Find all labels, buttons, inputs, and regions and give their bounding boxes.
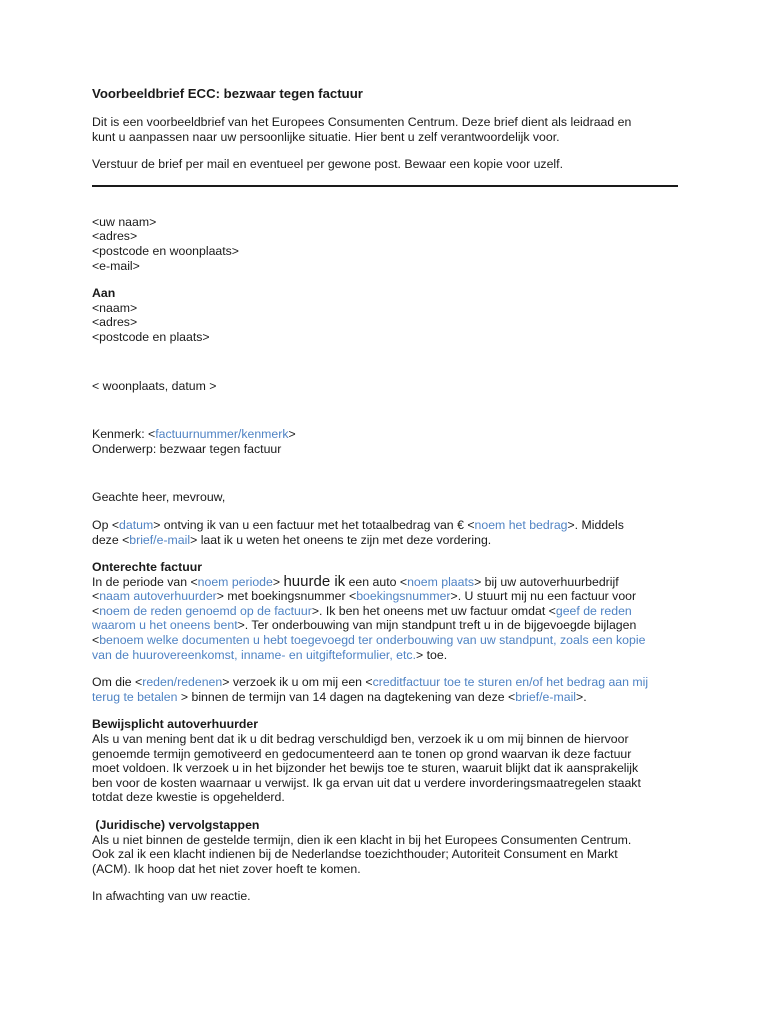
paragraph-line: moet voldoen. Ik verzoek u in het bijzonder het bewijs toe te sturen, waaruit blijkt dat ik aansprakelijk <box>92 761 639 776</box>
paragraph-line: Als u van mening bent dat ik u dit bedrag verschuldigd ben, verzoek ik u om mij binnen de hiervoor <box>92 732 629 747</box>
placeholder-amount: noem het bedrag <box>474 517 568 532</box>
reference-suffix: > <box>288 427 296 442</box>
text-span: huurde ik <box>283 572 346 590</box>
paragraph-line: totdat deze kwestie is opgehelderd. <box>92 790 285 805</box>
text-span: > binnen de termijn van 14 dagen na dagtekening van deze < <box>180 689 516 704</box>
paragraph-request <box>92 675 682 704</box>
text-span: >. Middels <box>567 517 624 532</box>
paragraph-line: Als u niet binnen de gestelde termijn, dien ik een klacht in bij het Europees Consumenten Centrum. <box>92 832 632 847</box>
section-legal-steps <box>92 818 682 876</box>
placeholder-date: datum <box>119 517 154 532</box>
text-span: een auto < <box>345 574 408 589</box>
intro-line: Dit is een voorbeeldbrief van het Europees Consumenten Centrum. Deze brief dient als leidraad en <box>92 115 632 129</box>
reference-block <box>92 427 682 456</box>
closing-line: In afwachting van uw reactie. <box>92 889 251 904</box>
text-span: < <box>92 589 100 604</box>
recipient-postcode: <postcode en plaats> <box>92 329 210 344</box>
paragraph-line <box>92 604 682 619</box>
text-span: > bij uw autoverhuurbedrijf <box>474 574 619 589</box>
placeholder-letter-type: brief/e-mail <box>515 689 577 704</box>
text-span: Om die < <box>92 675 143 690</box>
sender-address: <adres> <box>92 229 138 244</box>
paragraph-line: ben voor de kosten waarnaar u verwijst. Ik ga ervan uit dat u verdere invorderingsmaatregelen staakt <box>92 775 641 790</box>
section-heading: Bewijsplicht autoverhuurder <box>92 717 259 732</box>
text-span: < <box>92 603 100 618</box>
paragraph-line <box>92 618 682 633</box>
sender-name: <uw naam> <box>92 214 157 229</box>
paragraph-line <box>92 572 682 590</box>
section-unjust-invoice <box>92 560 682 662</box>
send-note: Verstuur de brief per mail en eventueel per gewone post. Bewaar een kopie voor uzelf. <box>92 157 563 172</box>
recipient-block <box>92 286 682 344</box>
text-span: >. U stuurt mij nu een factuur voor <box>450 589 637 604</box>
section-heading: (Juridische) vervolgstappen <box>92 818 260 832</box>
placeholder-period: noem periode <box>197 574 273 589</box>
paragraph-line <box>92 633 682 648</box>
letter-body <box>92 86 682 904</box>
text-span: deze < <box>92 532 130 547</box>
paragraph-line: Ook zal ik een klacht indienen bij de Nederlandse toezichthouder; Autoriteit Consument en Markt <box>92 847 618 862</box>
text-span: >. Ter onderbouwing van mijn standpunt treft u in de bijgevoegde bijlagen <box>237 618 637 633</box>
placeholder-request: creditfactuur toe te sturen en/of het bedrag aan mij <box>372 675 649 690</box>
placeholder-invoice-reason: noem de reden genoemd op de factuur <box>99 603 312 618</box>
paragraph-line: (ACM). Ik hoop dat het niet zover hoeft te komen. <box>92 861 361 876</box>
text-span: Op < <box>92 517 120 532</box>
paragraph-line <box>92 675 682 690</box>
place-date: < woonplaats, datum > <box>92 378 217 393</box>
text-span: > laat ik u weten het oneens te zijn met deze vordering. <box>190 532 492 547</box>
text-span: > met boekingsnummer < <box>216 589 357 604</box>
paragraph-line <box>92 690 682 705</box>
paragraph-line: genoemde termijn gemotiveerd en gedocumenteerd aan te tonen op grond waarvan ik deze factuur <box>92 746 632 761</box>
reference-prefix: Kenmerk: < <box>92 427 156 442</box>
paragraph-invoice <box>92 518 682 547</box>
recipient-name: <naam> <box>92 300 138 315</box>
text-span: > ontving ik van u een factuur met het totaalbedrag van € < <box>153 517 475 532</box>
text-span: < <box>92 633 100 648</box>
text-span: >. Ik ben het oneens met uw factuur omdat < <box>311 603 556 618</box>
text-span: In de periode van < <box>92 574 198 589</box>
text-span: > <box>272 574 284 589</box>
placeholder-documents: van de huurovereenkomst, inname- en uitgifteformulier, etc. <box>92 647 416 662</box>
recipient-heading: Aan <box>92 286 116 301</box>
paragraph-line <box>92 518 682 533</box>
paragraph-line <box>92 648 682 663</box>
document-title: Voorbeeldbrief ECC: bezwaar tegen factuur <box>92 86 363 101</box>
text-span: >. <box>576 689 587 704</box>
section-burden-of-proof <box>92 717 682 805</box>
placeholder-documents: benoem welke documenten u hebt toegevoegd ter onderbouwing van uw standpunt, zoals een kopie <box>99 633 646 648</box>
placeholder-booking-number: boekingsnummer <box>356 589 451 604</box>
recipient-address: <adres> <box>92 315 138 330</box>
section-heading: Onterechte factuur <box>92 560 203 575</box>
sender-postcode: <postcode en woonplaats> <box>92 243 239 258</box>
placeholder-place: noem plaats <box>407 574 475 589</box>
text-span: > verzoek ik u om mij een < <box>222 675 373 690</box>
subject-line: Onderwerp: bezwaar tegen factuur <box>92 441 282 456</box>
intro-line: kunt u aanpassen naar uw persoonlijke situatie. Hier bent u zelf verantwoordelijk voor. <box>92 129 560 144</box>
placeholder-rental-company: naam autoverhuurder <box>99 589 217 604</box>
text-span: > toe. <box>416 647 448 662</box>
placeholder-request: terug te betalen <box>92 689 181 704</box>
placeholder-disagreement-reason: waarom u het oneens bent <box>92 618 238 633</box>
reference-line <box>92 427 682 442</box>
paragraph-line <box>92 589 682 604</box>
sender-email: <e-mail> <box>92 258 140 273</box>
placeholder-disagreement-reason: geef de reden <box>555 603 632 618</box>
paragraph-line <box>92 533 682 548</box>
placeholder-reasons: reden/redenen <box>142 675 223 690</box>
salutation: Geachte heer, mevrouw, <box>92 490 226 505</box>
intro-paragraph <box>92 115 682 144</box>
placeholder-letter-type: brief/e-mail <box>129 532 191 547</box>
sender-block <box>92 215 682 273</box>
placeholder-reference: factuurnummer/kenmerk <box>155 427 289 442</box>
